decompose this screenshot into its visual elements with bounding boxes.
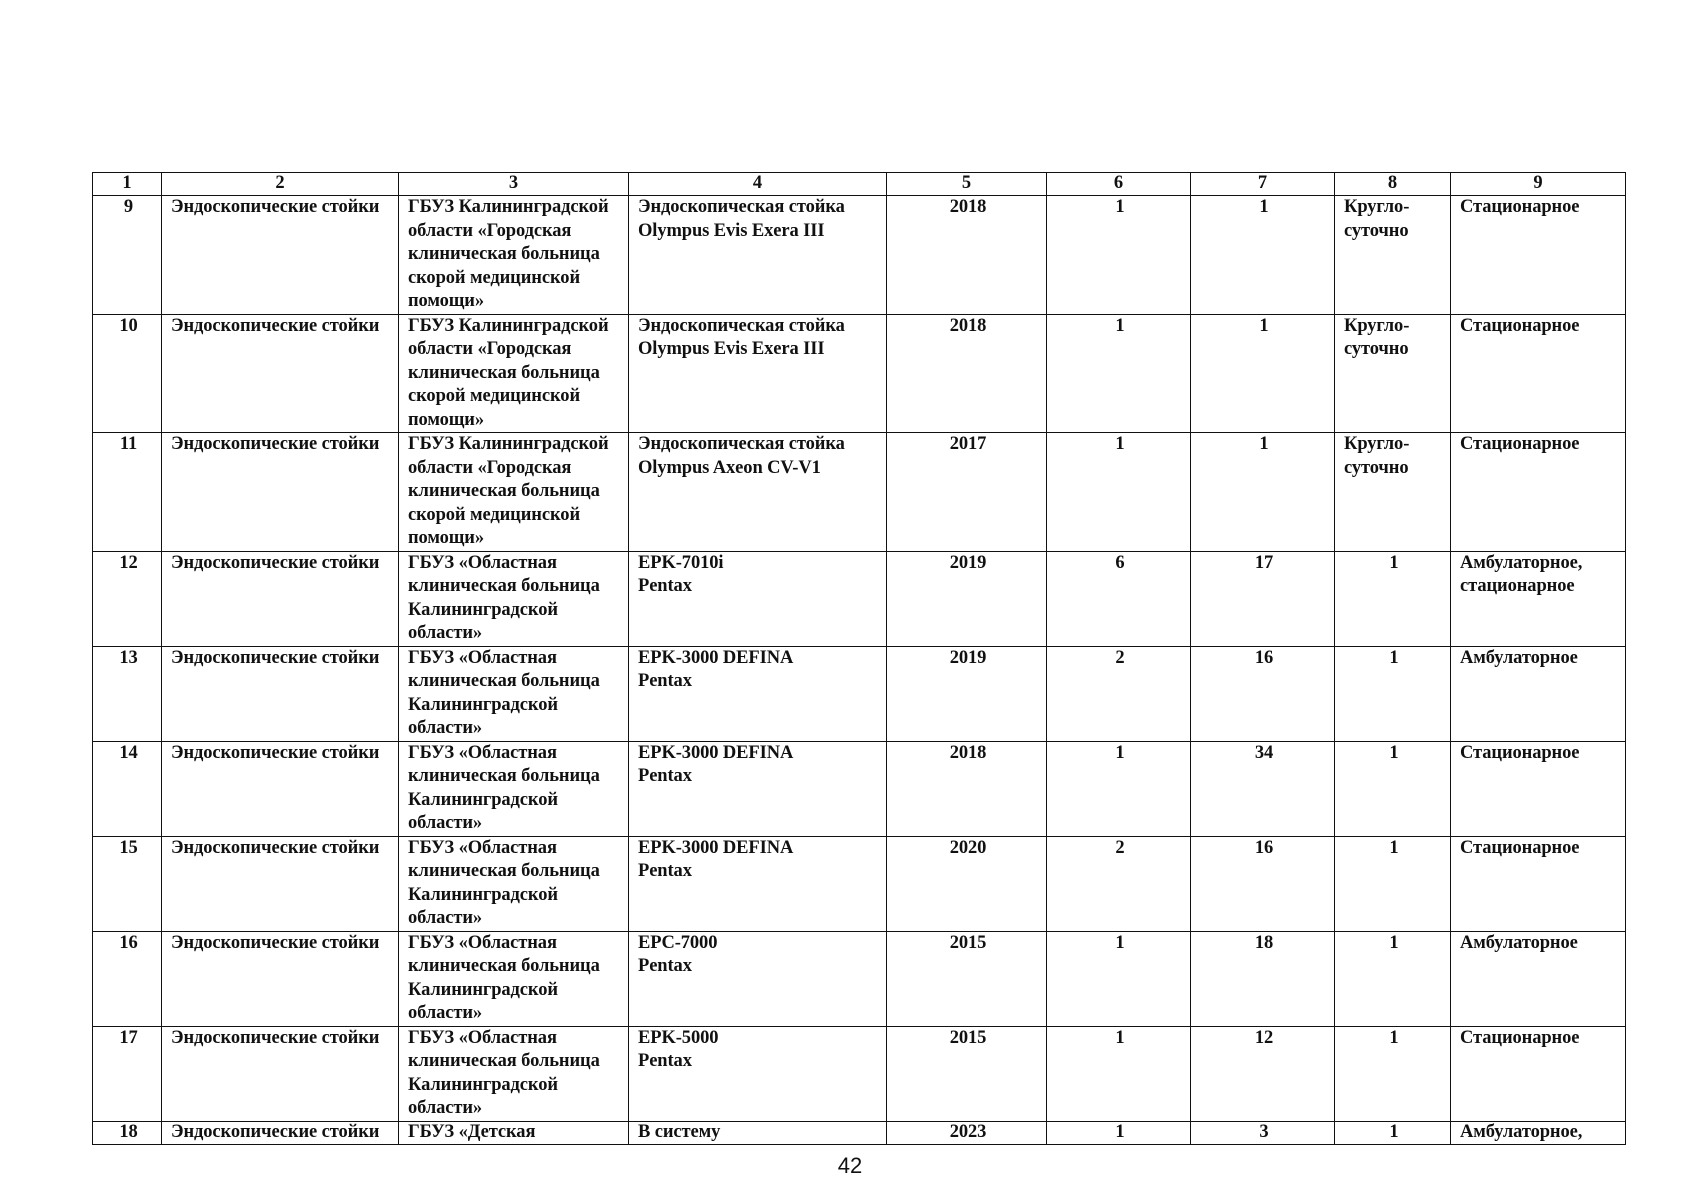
organization-cell <box>399 433 629 552</box>
table-row <box>93 433 1626 552</box>
organization-cell <box>399 1121 629 1144</box>
organization-cell-line: скорой медицинской <box>408 267 580 288</box>
row-number-cell: 9 <box>93 196 162 315</box>
operating-mode-cell <box>1335 1121 1451 1144</box>
care-type-cell-line: Стационарное <box>1460 837 1580 858</box>
care-type-cell-line: Амбулаторное <box>1460 932 1578 953</box>
quantity-cell: 6 <box>1047 551 1191 646</box>
operating-mode-cell-line: 1 <box>1389 742 1399 763</box>
device-model-cell-line: Pentax <box>638 766 692 786</box>
organization-cell-line: ГБУЗ «Областная <box>408 552 557 573</box>
equipment-type-cell: Эндоскопические стойки <box>162 836 399 931</box>
column-header-1: 1 <box>93 173 162 196</box>
operating-mode-cell-line: суточно <box>1344 339 1409 359</box>
organization-cell <box>399 314 629 433</box>
quantity-cell: 1 <box>1047 433 1191 552</box>
care-type-cell-line: Стационарное <box>1460 315 1580 336</box>
table-body <box>93 196 1626 1145</box>
operating-mode-cell <box>1335 314 1451 433</box>
equipment-table <box>92 172 1626 1145</box>
organization-cell-line: клиническая больница <box>408 362 600 383</box>
organization-cell <box>399 196 629 315</box>
organization-cell-line: Калининградской <box>408 1074 558 1095</box>
organization-cell-line: клиническая больница <box>408 1051 600 1071</box>
operating-mode-cell-line: суточно <box>1344 220 1409 241</box>
device-model-cell <box>629 931 887 1026</box>
organization-cell <box>399 646 629 741</box>
quantity-cell: 1 <box>1047 1121 1191 1144</box>
organization-cell <box>399 931 629 1026</box>
operating-mode-cell-line: Кругло- <box>1344 197 1410 217</box>
organization-cell-line: области «Городская <box>408 457 572 478</box>
care-type-cell <box>1451 1026 1626 1121</box>
care-type-cell <box>1451 551 1626 646</box>
device-model-cell-line: Pentax <box>638 956 692 976</box>
care-type-cell-line: Амбулаторное <box>1460 647 1578 668</box>
value-cell: 1 <box>1191 196 1335 315</box>
value-cell: 1 <box>1191 433 1335 552</box>
equipment-type-cell: Эндоскопические стойки <box>162 646 399 741</box>
organization-cell-line: Калининградской <box>408 599 558 620</box>
operating-mode-cell <box>1335 646 1451 741</box>
operating-mode-cell <box>1335 196 1451 315</box>
year-cell: 2015 <box>887 931 1047 1026</box>
operating-mode-cell <box>1335 836 1451 931</box>
equipment-type-cell: Эндоскопические стойки <box>162 314 399 433</box>
device-model-cell-line: Эндоскопическая стойка <box>638 197 845 217</box>
operating-mode-cell <box>1335 931 1451 1026</box>
organization-cell <box>399 741 629 836</box>
equipment-type-cell: Эндоскопические стойки <box>162 433 399 552</box>
organization-cell-line: области» <box>408 908 483 928</box>
device-model-cell-line: EPK-3000 DEFINA <box>638 742 794 763</box>
year-cell: 2018 <box>887 196 1047 315</box>
organization-cell-line: Калининградской <box>408 979 558 1000</box>
organization-cell-line: клиническая больница <box>408 244 600 264</box>
column-header-4: 4 <box>629 173 887 196</box>
device-model-cell <box>629 646 887 741</box>
year-cell: 2017 <box>887 433 1047 552</box>
row-number-cell: 18 <box>93 1121 162 1144</box>
operating-mode-cell-line: 1 <box>1389 1027 1399 1048</box>
organization-cell-line: ГБУЗ «Областная <box>408 647 557 668</box>
organization-cell-line: ГБУЗ Калининградской <box>408 315 609 336</box>
value-cell: 16 <box>1191 646 1335 741</box>
organization-cell-line: ГБУЗ «Областная <box>408 837 557 858</box>
device-model-cell-line: Olympus Evis Exera III <box>638 220 825 241</box>
quantity-cell: 1 <box>1047 741 1191 836</box>
equipment-type-cell: Эндоскопические стойки <box>162 741 399 836</box>
row-number-cell: 10 <box>93 314 162 433</box>
value-cell: 12 <box>1191 1026 1335 1121</box>
device-model-cell-line: Эндоскопическая стойка <box>638 315 845 336</box>
organization-cell-line: скорой медицинской <box>408 504 580 525</box>
operating-mode-cell-line: 1 <box>1389 1121 1399 1142</box>
care-type-cell-line: Стационарное <box>1460 197 1580 217</box>
column-header-2: 2 <box>162 173 399 196</box>
row-number-cell: 13 <box>93 646 162 741</box>
organization-cell-line: ГБУЗ «Детская <box>408 1121 536 1142</box>
organization-cell-line: Калининградской <box>408 884 558 905</box>
value-cell: 17 <box>1191 551 1335 646</box>
organization-cell-line: клиническая больница <box>408 671 600 691</box>
organization-cell-line: клиническая больница <box>408 956 600 976</box>
row-number-cell: 11 <box>93 433 162 552</box>
care-type-cell-line: Стационарное <box>1460 742 1580 763</box>
header-row <box>93 173 1626 196</box>
equipment-type-cell: Эндоскопические стойки <box>162 931 399 1026</box>
care-type-cell <box>1451 836 1626 931</box>
organization-cell-line: области» <box>408 623 483 643</box>
table-row <box>93 551 1626 646</box>
operating-mode-cell-line: суточно <box>1344 457 1409 478</box>
column-header-6: 6 <box>1047 173 1191 196</box>
organization-cell-line: клиническая больница <box>408 766 600 786</box>
device-model-cell <box>629 1121 887 1144</box>
operating-mode-cell <box>1335 551 1451 646</box>
value-cell: 3 <box>1191 1121 1335 1144</box>
quantity-cell: 1 <box>1047 196 1191 315</box>
organization-cell-line: области» <box>408 1098 483 1118</box>
equipment-type-cell: Эндоскопические стойки <box>162 1026 399 1121</box>
organization-cell-line: области» <box>408 1003 483 1023</box>
organization-cell-line: помощи» <box>408 291 484 311</box>
year-cell: 2019 <box>887 646 1047 741</box>
device-model-cell <box>629 551 887 646</box>
column-header-3: 3 <box>399 173 629 196</box>
device-model-cell <box>629 741 887 836</box>
device-model-cell-line: Olympus Evis Exera III <box>638 339 825 359</box>
column-header-7: 7 <box>1191 173 1335 196</box>
organization-cell-line: ГБУЗ Калининградской <box>408 434 609 454</box>
page-number: 42 <box>837 1153 863 1178</box>
device-model-cell-line: Pentax <box>638 861 692 881</box>
value-cell: 1 <box>1191 314 1335 433</box>
care-type-cell <box>1451 196 1626 315</box>
care-type-cell-line: Стационарное <box>1460 434 1580 454</box>
device-model-cell <box>629 314 887 433</box>
organization-cell-line: скорой медицинской <box>408 386 580 406</box>
organization-cell-line: помощи» <box>408 409 484 430</box>
row-number-cell: 17 <box>93 1026 162 1121</box>
year-cell: 2020 <box>887 836 1047 931</box>
care-type-cell-line: Амбулаторное, <box>1460 552 1583 573</box>
value-cell: 34 <box>1191 741 1335 836</box>
quantity-cell: 1 <box>1047 931 1191 1026</box>
organization-cell-line: Калининградской <box>408 694 558 715</box>
care-type-cell-line: стационарное <box>1460 576 1575 596</box>
device-model-cell-line: Pentax <box>638 671 692 691</box>
care-type-cell-line: Стационарное <box>1460 1027 1580 1048</box>
care-type-cell <box>1451 741 1626 836</box>
care-type-cell <box>1451 931 1626 1026</box>
device-model-cell-line: Эндоскопическая стойка <box>638 434 845 454</box>
year-cell: 2018 <box>887 314 1047 433</box>
column-header-5: 5 <box>887 173 1047 196</box>
operating-mode-cell-line: 1 <box>1389 552 1399 573</box>
table-row <box>93 1026 1626 1121</box>
table-row <box>93 646 1626 741</box>
row-number-cell: 12 <box>93 551 162 646</box>
operating-mode-cell-line: 1 <box>1389 932 1399 953</box>
organization-cell-line: области» <box>408 718 483 738</box>
device-model-cell-line: EPK-5000 <box>638 1027 719 1048</box>
column-header-8: 8 <box>1335 173 1451 196</box>
year-cell: 2018 <box>887 741 1047 836</box>
equipment-type-cell: Эндоскопические стойки <box>162 551 399 646</box>
organization-cell <box>399 551 629 646</box>
year-cell: 2019 <box>887 551 1047 646</box>
operating-mode-cell <box>1335 433 1451 552</box>
quantity-cell: 2 <box>1047 646 1191 741</box>
table-row <box>93 314 1626 433</box>
device-model-cell-line: EPK-3000 DEFINA <box>638 837 794 858</box>
table-row <box>93 1121 1626 1144</box>
operating-mode-cell-line: 1 <box>1389 837 1399 858</box>
quantity-cell: 1 <box>1047 1026 1191 1121</box>
table-row <box>93 931 1626 1026</box>
care-type-cell <box>1451 314 1626 433</box>
organization-cell-line: клиническая больница <box>408 481 600 501</box>
operating-mode-cell-line: Кругло- <box>1344 434 1410 454</box>
device-model-cell-line: EPC-7000 <box>638 932 718 953</box>
organization-cell-line: Калининградской <box>408 789 558 810</box>
operating-mode-cell <box>1335 1026 1451 1121</box>
value-cell: 18 <box>1191 931 1335 1026</box>
device-model-cell-line: Pentax <box>638 1051 692 1071</box>
organization-cell-line: области «Городская <box>408 339 572 359</box>
operating-mode-cell-line: Кругло- <box>1344 315 1410 336</box>
device-model-cell <box>629 433 887 552</box>
row-number-cell: 14 <box>93 741 162 836</box>
table-row <box>93 741 1626 836</box>
organization-cell-line: ГБУЗ «Областная <box>408 742 557 763</box>
table-row <box>93 196 1626 315</box>
operating-mode-cell <box>1335 741 1451 836</box>
organization-cell <box>399 1026 629 1121</box>
care-type-cell-line: Амбулаторное, <box>1460 1121 1583 1142</box>
device-model-cell <box>629 836 887 931</box>
device-model-cell <box>629 1026 887 1121</box>
organization-cell-line: ГБУЗ «Областная <box>408 932 557 953</box>
table-row <box>93 836 1626 931</box>
device-model-cell <box>629 196 887 315</box>
equipment-type-cell: Эндоскопические стойки <box>162 1121 399 1144</box>
organization-cell-line: ГБУЗ Калининградской <box>408 197 609 217</box>
quantity-cell: 1 <box>1047 314 1191 433</box>
column-header-9: 9 <box>1451 173 1626 196</box>
quantity-cell: 2 <box>1047 836 1191 931</box>
organization-cell-line: области «Городская <box>408 220 572 241</box>
equipment-type-cell: Эндоскопические стойки <box>162 196 399 315</box>
operating-mode-cell-line: 1 <box>1389 647 1399 668</box>
care-type-cell <box>1451 433 1626 552</box>
organization-cell-line: помощи» <box>408 528 484 548</box>
care-type-cell <box>1451 1121 1626 1144</box>
organization-cell-line: клиническая больница <box>408 861 600 881</box>
device-model-cell-line: Pentax <box>638 576 692 596</box>
device-model-cell-line: В систему <box>638 1121 721 1142</box>
row-number-cell: 15 <box>93 836 162 931</box>
organization-cell-line: ГБУЗ «Областная <box>408 1027 557 1048</box>
year-cell: 2015 <box>887 1026 1047 1121</box>
device-model-cell-line: Olympus Axeon CV-V1 <box>638 457 821 478</box>
organization-cell-line: клиническая больница <box>408 576 600 596</box>
care-type-cell <box>1451 646 1626 741</box>
row-number-cell: 16 <box>93 931 162 1026</box>
organization-cell-line: области» <box>408 813 483 833</box>
device-model-cell-line: EPK-3000 DEFINA <box>638 647 794 668</box>
device-model-cell-line: EPK-7010i <box>638 552 724 573</box>
organization-cell <box>399 836 629 931</box>
year-cell: 2023 <box>887 1121 1047 1144</box>
value-cell: 16 <box>1191 836 1335 931</box>
